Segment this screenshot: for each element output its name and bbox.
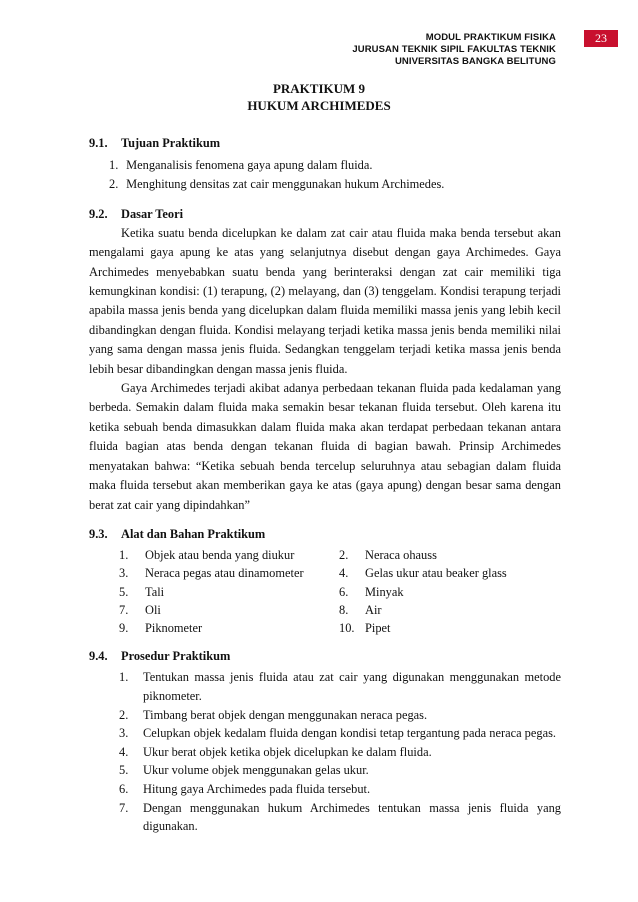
list-item: 10. Pipet xyxy=(339,621,391,636)
section-tujuan xyxy=(89,134,561,195)
procedure-list xyxy=(119,668,561,835)
list-item: 7. Oli xyxy=(119,602,161,617)
list-item: 1. Objek atau benda yang diukur xyxy=(119,547,295,562)
section-heading xyxy=(89,205,561,224)
section-number: 9.1. xyxy=(89,136,108,150)
list-item: 2. Timbang berat objek dengan menggunakan neraca pegas. xyxy=(119,707,428,722)
section-prosedur xyxy=(89,647,561,835)
section-number: 9.4. xyxy=(89,649,108,664)
objective-list xyxy=(89,156,561,195)
running-header xyxy=(352,32,556,68)
list-item: 3. Celupkan objek kedalam fluida dengan kondisi tetap tergantung pada neraca pegas. xyxy=(119,726,556,741)
section-title: Dasar Teori xyxy=(121,206,184,221)
section-title: Tujuan Praktikum xyxy=(121,136,221,150)
list-item: 1. Menganalisis fenomena gaya apung dalam fluida. xyxy=(109,158,373,172)
section-heading xyxy=(89,647,561,666)
paragraph: Gaya Archimedes terjadi akibat adanya perbedaan tekanan fluida pada kedalaman yang berbeda. Semakin dalam fluida maka semakin besar tekanan fluida tersebut. Oleh karena itu ketika sebuah benda dimasukkan dalam fluida maka akan terdapat perbedaan tekanan antara fluida bagian atas benda dengan tekanan fluida di bagian bawah. Prinsip Archimedes menyatakan bahwa: “Ketika sebuah benda tercelup seluruhnya atau sebagian dalam fluida maka fluida tersebut akan memberikan gaya ke atas (gaya apung) dengan besar sama dengan berat zat cair yang dipindahkan” xyxy=(89,381,561,512)
section-number: 9.3. xyxy=(89,526,108,541)
section-number: 9.2. xyxy=(89,206,108,221)
title-line1: PRAKTIKUM 9 xyxy=(272,81,366,96)
list-item: 1. Tentukan massa jenis fluida atau zat cair yang digunakan menggunakan metode piknometer. xyxy=(119,670,561,703)
title-line2: HUKUM ARCHIMEDES xyxy=(247,98,391,113)
list-item: 2. Menghitung densitas zat cair menggunakan hukum Archimedes. xyxy=(109,177,445,192)
header-module: MODUL PRAKTIKUM FISIKA xyxy=(425,32,556,43)
document-body xyxy=(89,134,561,846)
list-item: 5. Ukur volume objek menggunakan gelas ukur. xyxy=(119,763,369,778)
section-heading xyxy=(89,525,561,544)
equipment-list xyxy=(119,546,561,637)
header-department: JURUSAN TEKNIK SIPIL FAKULTAS TEKNIK xyxy=(352,44,556,55)
list-item: 5. Tali xyxy=(119,584,165,599)
page-number-badge: 23 xyxy=(584,30,618,47)
section-title: Prosedur Praktikum xyxy=(121,649,231,664)
list-item: 6. Hitung gaya Archimedes pada fluida tersebut. xyxy=(119,781,371,796)
list-item: 8. Air xyxy=(339,602,382,617)
section-dasar-teori xyxy=(89,205,561,515)
list-item: 9. Piknometer xyxy=(119,621,203,636)
section-heading xyxy=(89,134,561,153)
header-university: UNIVERSITAS BANGKA BELITUNG xyxy=(394,56,556,67)
list-item: 6. Minyak xyxy=(339,584,404,599)
list-item: 3. Neraca pegas atau dinamometer xyxy=(119,566,304,581)
list-item: 2. Neraca ohauss xyxy=(339,547,437,562)
paragraph: Ketika suatu benda dicelupkan ke dalam zat cair atau fluida maka benda tersebut akan mengalami gaya apung ke atas yang selanjutnya disebut dengan gaya Archimedes. Gaya Archimedes menyebabkan suatu benda yang berinteraksi dengan zat cair memiliki tiga kemungkinan kondisi: (1) terapung, (2) melayang, dan (3) tenggelam. Kondisi terapung terjadi apabila massa jenis benda yang dicelupkan dalam fluida memiliki massa jenis yang lebih kecil dibandingkan dengan fluida. Kondisi melayang terjadi ketika massa jenis benda memiliki nilai yang sama dengan massa jenis fluida. Sedangkan tenggelam terjadi ketika massa jenis benda lebih besar dibandingkan dengan massa jenis fluida. xyxy=(89,225,561,376)
list-item: 7. Dengan menggunakan hukum Archimedes tentukan massa jenis fluida yang digunakan. xyxy=(119,800,561,834)
section-title: Alat dan Bahan Praktikum xyxy=(121,526,266,541)
section-alat-bahan xyxy=(89,525,561,637)
page-title xyxy=(0,80,638,114)
list-item: 4. Ukur berat objek ketika objek dicelupkan ke dalam fluida. xyxy=(119,744,432,759)
list-item: 4. Gelas ukur atau beaker glass xyxy=(339,566,507,581)
